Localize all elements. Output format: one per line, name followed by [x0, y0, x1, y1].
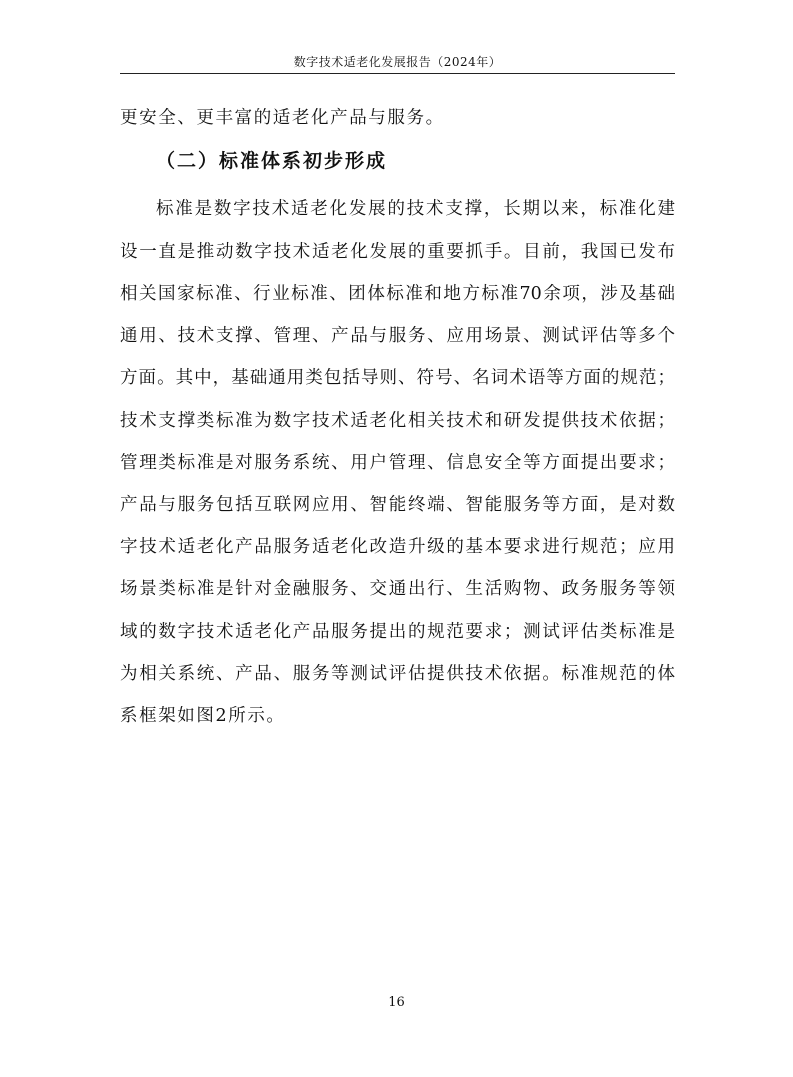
carryover-text-line: 更安全、更丰富的适老化产品与服务。	[120, 108, 445, 128]
header-rule	[120, 73, 675, 74]
paragraph-line: 相关国家标准、行业标准、团体标准和地方标准70余项，涉及基础	[120, 284, 675, 304]
paragraph-line: 为相关系统、产品、服务等测试评估提供技术依据。标准规范的体	[120, 664, 675, 684]
paragraph-line: 标准是数字技术适老化发展的技术支撑，长期以来，标准化建	[156, 199, 675, 219]
paragraph-line: 场景类标准是针对金融服务、交通出行、生活购物、政务服务等领	[120, 579, 675, 599]
paragraph-last-line: 系框架如图2所示。	[120, 706, 286, 726]
paragraph-line: 通用、技术支撑、管理、产品与服务、应用场景、测试评估等多个	[120, 326, 675, 346]
paragraph-line: 设一直是推动数字技术适老化发展的重要抓手。目前，我国已发布	[120, 242, 675, 262]
running-header-title: 数字技术适老化发展报告（2024年）	[293, 55, 502, 69]
paragraph-line: 管理类标准是对服务系统、用户管理、信息安全等方面提出要求；	[120, 453, 675, 473]
section-heading: （二）标准体系初步形成	[156, 150, 388, 172]
paragraph-line: 字技术适老化产品服务适老化改造升级的基本要求进行规范；应用	[120, 537, 675, 557]
page-number: 16	[388, 995, 405, 1010]
paragraph-line: 方面。其中，基础通用类包括导则、符号、名词术语等方面的规范；	[120, 368, 675, 388]
paragraph-line: 域的数字技术适老化产品服务提出的规范要求；测试评估类标准是	[120, 622, 675, 642]
paragraph-line: 产品与服务包括互联网应用、智能终端、智能服务等方面，是对数	[120, 495, 675, 515]
paragraph-line: 技术支撑类标准为数字技术适老化相关技术和研发提供技术依据；	[120, 411, 675, 431]
